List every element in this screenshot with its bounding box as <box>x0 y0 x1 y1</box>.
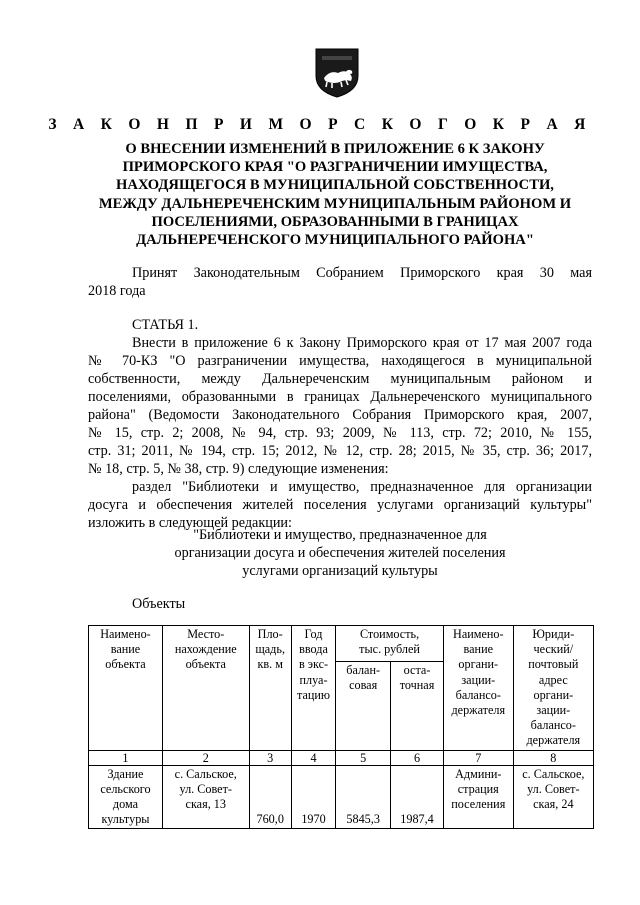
cell-name: Здание сельского дома культуры <box>89 765 163 829</box>
subtitle-line: НАХОДЯЩЕГОСЯ В МУНИЦИПАЛЬНОЙ СОБСТВЕННОСТИ, <box>116 177 554 194</box>
header-cost-balance: балан- совая <box>336 661 391 750</box>
table-number-row <box>89 750 594 765</box>
cell-cost-residual: 1987,4 <box>391 765 444 829</box>
body-line: № 15, стр. 2; 2008, № 94, стр. 93; 2009, № 113, стр. 72; 2010, № 155, <box>88 425 592 441</box>
quote-line: организации досуга и обеспечения жителей поселения <box>174 545 506 561</box>
header-cost-residual: оста- точная <box>391 661 444 750</box>
body-line: № 18, стр. 5, № 38, стр. 9) следующие изменения: <box>88 461 389 477</box>
cell-year: 1970 <box>291 765 335 829</box>
column-number: 8 <box>513 750 593 765</box>
table-row <box>89 765 594 829</box>
body-line: изложить в следующей редакции: <box>88 515 292 531</box>
body-line: района" (Ведомости Законодательного Собрания Приморского края, 2007, <box>88 407 592 423</box>
body-line: раздел "Библиотеки и имущество, предназначенное для организации <box>132 479 592 495</box>
subtitle-line: ДАЛЬНЕРЕЧЕНСКОГО МУНИЦИПАЛЬНОГО РАЙОНА" <box>136 232 534 249</box>
column-number: 7 <box>443 750 513 765</box>
objects-table <box>88 625 594 829</box>
column-number: 6 <box>391 750 444 765</box>
cell-holder: Админи- страция поселения <box>443 765 513 829</box>
subtitle-line: МЕЖДУ ДАЛЬНЕРЕЧЕНСКИМ МУНИЦИПАЛЬНЫМ РАЙОНОМ И <box>98 195 572 212</box>
column-number: 5 <box>336 750 391 765</box>
objects-label: Объекты <box>132 596 186 612</box>
coat-of-arms-emblem <box>312 46 362 98</box>
column-number: 2 <box>162 750 249 765</box>
header-cost: Стоимость, тыс. рублей <box>336 626 444 662</box>
body-line: собственности, между Дальнереченским муниципальным районом и <box>88 371 592 387</box>
law-subtitle <box>95 140 575 249</box>
header-location: Место- нахождение объекта <box>162 626 249 751</box>
cell-address: с. Сальское, ул. Совет- ская, 24 <box>513 765 593 829</box>
column-number: 3 <box>249 750 291 765</box>
subtitle-line: О ВНЕСЕНИИ ИЗМЕНЕНИЙ В ПРИЛОЖЕНИЕ 6 К ЗАКОНУ <box>125 141 545 157</box>
header-area: Пло- щадь, кв. м <box>249 626 291 751</box>
body-line: поселениями, образованными в границах Дальнереченского муниципального <box>88 389 592 405</box>
column-number: 4 <box>291 750 335 765</box>
cell-location: с. Сальское, ул. Совет- ская, 13 <box>162 765 249 829</box>
quote-line: "Библиотеки и имущество, предназначенное для <box>193 527 487 543</box>
body-line: досуга и обеспечения жителей поселения услугами организаций культуры" <box>88 497 592 513</box>
body-line: Внести в приложение 6 к Закону Приморского края от 17 мая 2007 года <box>132 335 592 351</box>
header-address: Юриди- ческий/ почтовый адрес органи- зации- балансо- держателя <box>513 626 593 751</box>
header-holder: Наимено- вание органи- зации- балансо- держателя <box>443 626 513 751</box>
adopted-line: Принят Законодательным Собранием Приморского края 30 мая <box>132 265 592 281</box>
law-title: З А К О Н П Р И М О Р С К О Г О К Р А Я <box>48 116 592 133</box>
adopted-line: 2018 года <box>88 283 146 299</box>
header-year: Год ввода в экс- плуа- тацию <box>291 626 335 751</box>
body-line: стр. 31; 2011, № 194, стр. 15; 2012, № 12, стр. 28; 2015, № 35, стр. 36; 2017, <box>88 443 592 459</box>
quote-line: услугами организаций культуры <box>242 563 438 579</box>
subtitle-line: ПРИМОРСКОГО КРАЯ "О РАЗГРАНИЧЕНИИ ИМУЩЕСТВА, <box>122 159 548 176</box>
cell-area: 760,0 <box>249 765 291 829</box>
article-heading: СТАТЬЯ 1. <box>132 317 199 333</box>
cell-cost-balance: 5845,3 <box>336 765 391 829</box>
column-number: 1 <box>89 750 163 765</box>
header-name: Наимено- вание объекта <box>89 626 163 751</box>
subtitle-line: ПОСЕЛЕНИЯМИ, ОБРАЗОВАННЫМИ В ГРАНИЦАХ <box>151 213 519 230</box>
table-header-row <box>89 626 594 662</box>
body-line: № 70-КЗ "О разграничении имущества, находящегося в муниципальной <box>88 353 592 369</box>
